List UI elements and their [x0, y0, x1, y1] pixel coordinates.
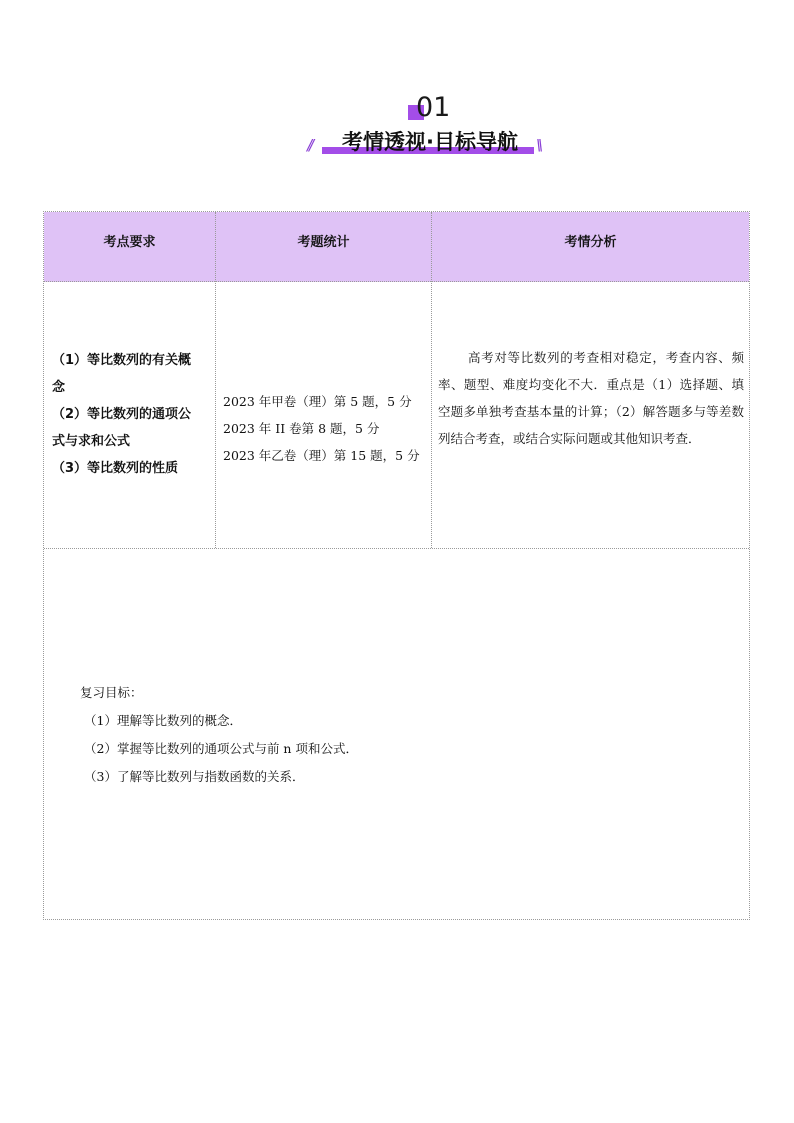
header-analysis: 考情分析	[564, 235, 617, 250]
section-title-text: 考情透视·目标导航	[342, 130, 518, 154]
title-slash-left: //	[307, 136, 312, 154]
requirement-line: （3）等比数列的性质	[52, 461, 179, 476]
requirement-line: 念	[52, 380, 66, 395]
statistic-line: 2023 年乙卷（理）第 15 题，5 分	[223, 448, 420, 463]
column-divider-2	[431, 212, 432, 548]
review-goals	[80, 679, 700, 791]
section-number	[408, 92, 458, 126]
row-divider	[44, 548, 749, 549]
goal-item: （2）掌握等比数列的通项公式与前 n 项和公式．	[84, 741, 358, 756]
exam-analysis-table	[43, 211, 750, 920]
title-slash-right: \\	[536, 136, 541, 154]
statistic-line: 2023 年甲卷（理）第 5 题，5 分	[223, 394, 412, 409]
analysis-cell: 高考对等比数列的考查相对稳定，考查内容、频率、题型、难度均变化不大．重点是（1）选择题、填空题多单独考查基本量的计算；（2）解答题多与等差数列结合考查，或结合实际问题或其他知识考查．	[438, 350, 744, 446]
requirement-line: （1）等比数列的有关概	[52, 353, 192, 368]
statistic-line: 2023 年 II 卷第 8 题，5 分	[223, 421, 380, 436]
header-statistics: 考题统计	[297, 235, 350, 250]
section-title	[300, 128, 560, 158]
goal-item: （1）理解等比数列的概念．	[84, 713, 242, 728]
review-goals-title: 复习目标：	[80, 685, 143, 700]
requirements-cell	[52, 347, 216, 482]
section-number-text: 01	[416, 92, 451, 123]
header-requirements: 考点要求	[103, 235, 156, 250]
requirement-line: （2）等比数列的通项公	[52, 407, 192, 422]
statistics-cell	[223, 388, 437, 469]
goal-item: （3）了解等比数列与指数函数的关系．	[84, 769, 305, 784]
requirement-line: 式与求和公式	[52, 434, 131, 449]
